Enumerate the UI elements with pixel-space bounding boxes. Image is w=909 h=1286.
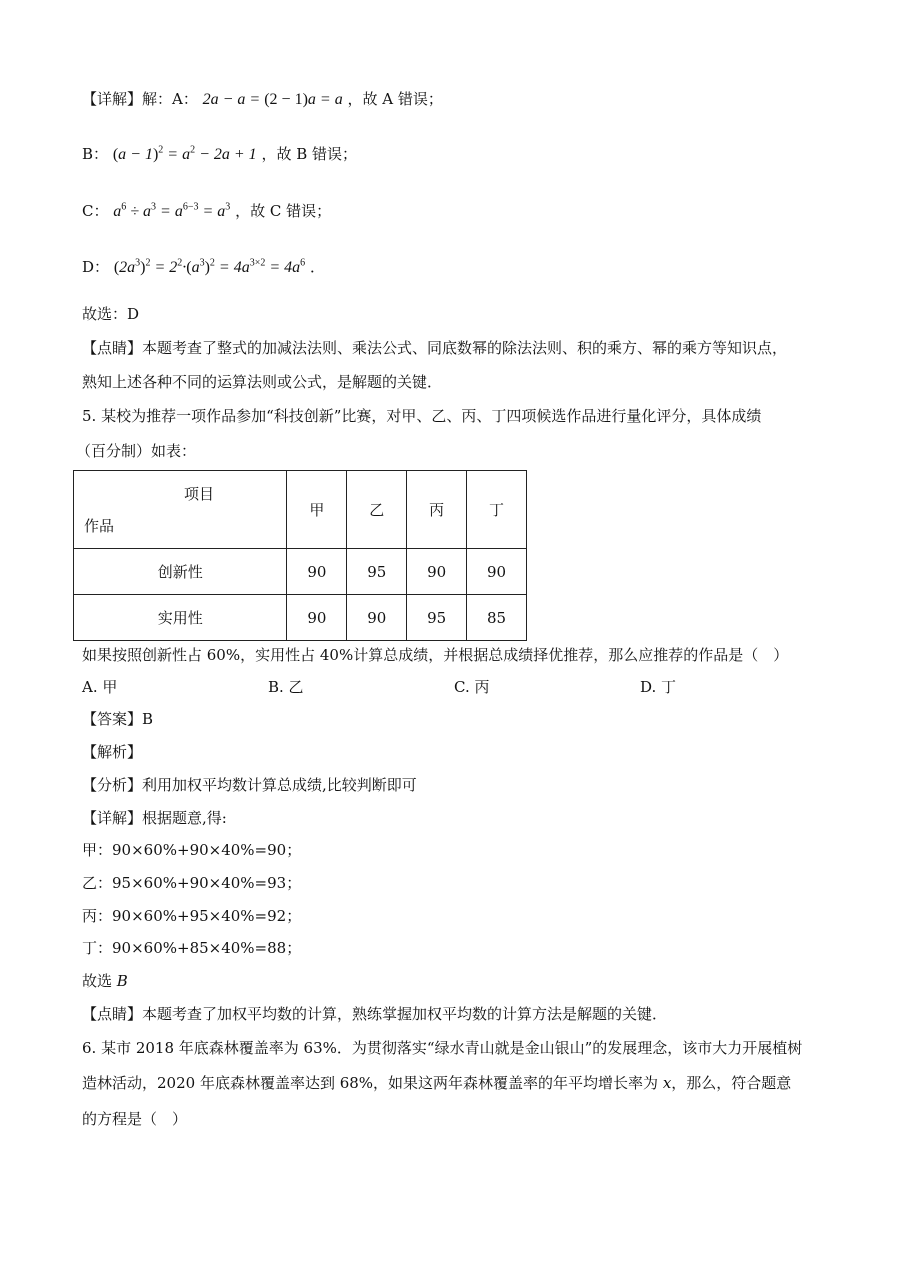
- question-5-line-3: 如果按照创新性占 60%，实用性占 40%计算总成绩，并根据总成绩择优推荐，那么应推荐的作品是（ ）: [82, 646, 789, 664]
- table-cell: 85: [467, 595, 527, 641]
- solution-d-suffix: ．: [309, 258, 325, 276]
- formula-b: $(a - 1)^2 = a^2 - 2a + 1$: [112, 144, 257, 163]
- choice-letter: B: [116, 972, 128, 990]
- option-a[interactable]: A. 甲: [82, 678, 118, 696]
- table-row: [74, 549, 527, 595]
- solution-a-prefix: 【详解】解：A：: [82, 90, 198, 108]
- corner-label-work: 作品: [84, 517, 115, 535]
- table-cell: 95: [347, 549, 407, 595]
- formula-a: 2a − a = (2 − 1)a = a: [202, 91, 343, 108]
- column-header: 丁: [467, 471, 527, 549]
- q6-text-part-1: 造林活动，2020 年底森林覆盖率达到 68%，如果这两年森林覆盖率的年平均增长率为: [82, 1074, 663, 1092]
- choice-prefix: 故选: [82, 972, 117, 990]
- option-b[interactable]: B. 乙: [268, 678, 304, 696]
- solution-line-d: [82, 256, 325, 277]
- table-cell: 90: [287, 549, 347, 595]
- table-cell: 95: [407, 595, 467, 641]
- key-point-1-line-2: 熟知上述各种不同的运算法则或公式，是解题的关键．: [82, 373, 443, 391]
- column-header: 丙: [407, 471, 467, 549]
- answer-choice-d: 故选：D: [82, 305, 140, 323]
- calc-line-yi: 乙：95×60%+90×40%=93；: [82, 874, 302, 892]
- solution-line-c: [82, 200, 331, 221]
- column-header: 甲: [287, 471, 347, 549]
- q6-text-part-2: ，那么，符合题意: [671, 1074, 792, 1092]
- table-cell: 90: [467, 549, 527, 595]
- calc-line-jia: 甲：90×60%+90×40%=90；: [82, 841, 302, 859]
- option-c[interactable]: C. 丙: [454, 678, 490, 696]
- solution-line-a: [82, 88, 443, 109]
- row-label: 实用性: [74, 595, 287, 641]
- table-corner-cell: [74, 471, 287, 549]
- score-table: [73, 470, 527, 641]
- solution-d-prefix: D：: [82, 258, 110, 276]
- question-5-line-2: （百分制）如表：: [76, 442, 197, 460]
- table-cell: 90: [407, 549, 467, 595]
- key-point-2: 【点睛】本题考查了加权平均数的计算，熟练掌握加权平均数的计算方法是解题的关键．: [82, 1005, 668, 1023]
- solution-c-suffix: ，故 C 错误；: [235, 202, 332, 220]
- solution-b-suffix: ，故 B 错误；: [261, 145, 357, 163]
- formula-d: $(2a^3)^2 = 2^2\cdot(a^3)^2 = 4a^{3\times 2} = 4a^6$: [113, 257, 306, 276]
- solution-c-prefix: C：: [82, 202, 109, 220]
- question-6-line-2: [82, 1072, 791, 1093]
- analysis-label: 【解析】: [82, 743, 143, 761]
- solution-a-suffix: ，故 A 错误；: [347, 90, 443, 108]
- calc-line-ding: 丁：90×60%+85×40%=88；: [82, 939, 302, 957]
- solution-b-prefix: B：: [82, 145, 109, 163]
- solution-line-b: [82, 143, 357, 164]
- question-6-line-1: 6. 某市 2018 年底森林覆盖率为 63%．为贯彻落实“绿水青山就是金山银山”的发展理念，该市大力开展植树: [82, 1039, 803, 1057]
- table-header-row: [74, 471, 527, 549]
- key-point-1-line-1: 【点睛】本题考查了整式的加减法法则、乘法公式、同底数幂的除法法则、积的乘方、幂的乘方等知识点，: [82, 339, 788, 357]
- corner-label-item: 项目: [184, 485, 215, 503]
- row-label: 创新性: [74, 549, 287, 595]
- formula-c: $a^6 \div a^3 = a^{6-3} = a^3$: [113, 201, 231, 220]
- calc-line-bing: 丙：90×60%+95×40%=92；: [82, 907, 302, 925]
- answer-label: 【答案】B: [82, 710, 154, 728]
- option-d[interactable]: D. 丁: [640, 678, 677, 696]
- table-cell: 90: [287, 595, 347, 641]
- analysis-line: 【分析】利用加权平均数计算总成绩,比较判断即可: [82, 776, 417, 794]
- answer-choice-b: [82, 970, 128, 991]
- table-cell: 90: [347, 595, 407, 641]
- column-header: 乙: [347, 471, 407, 549]
- table-row: [74, 595, 527, 641]
- question-5-line-1: 5. 某校为推荐一项作品参加“科技创新”比赛，对甲、乙、丙、丁四项候选作品进行量化评分，具体成绩: [82, 407, 762, 425]
- question-6-line-3: 的方程是（ ）: [82, 1110, 188, 1128]
- variable-x: x: [662, 1074, 672, 1092]
- detail-line: 【详解】根据题意,得:: [82, 809, 227, 827]
